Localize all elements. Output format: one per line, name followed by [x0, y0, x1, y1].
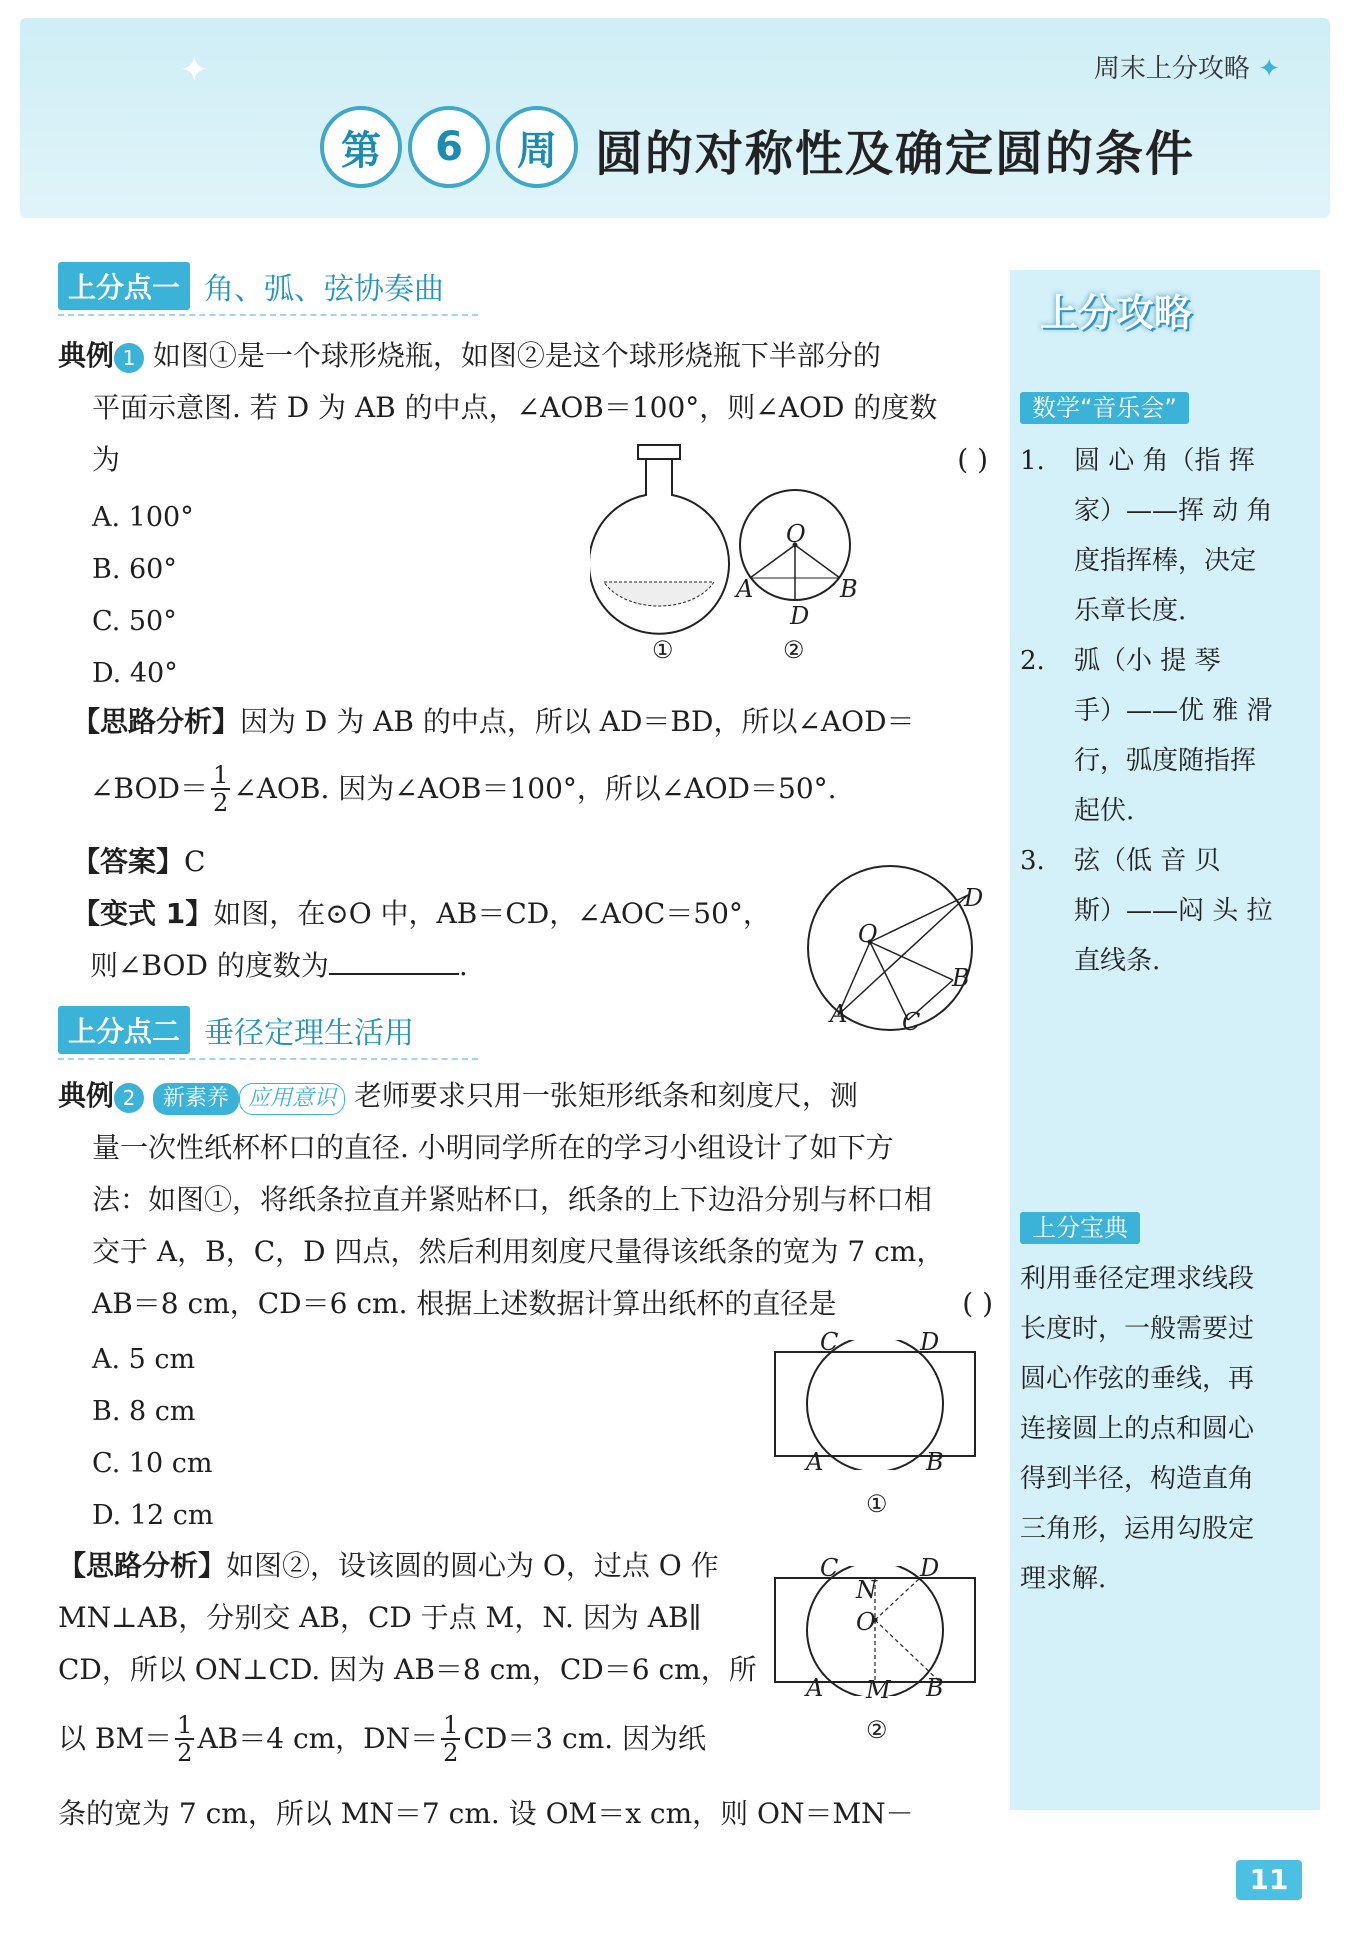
- example-number: 1: [114, 343, 144, 373]
- sidebar-subheading: [1020, 1208, 1140, 1243]
- example-text: 平面示意图. 若 D 为 AB 的中点，∠AOB＝100°，则∠AOD 的度数: [92, 391, 938, 424]
- week-badge: [320, 108, 578, 186]
- sidebar-pill: 数学“音乐会”: [1020, 392, 1189, 424]
- variant-circle-figure: [790, 850, 990, 1040]
- analysis-label: 【思路分析】: [58, 1549, 227, 1582]
- analysis-2-line4: [58, 1712, 778, 1766]
- analysis-text: 如图②，设该圆的圆心为 O，过点 O 作: [226, 1549, 719, 1582]
- variant-text: 如图，在⊙O 中，AB＝CD，∠AOC＝50°，: [213, 897, 771, 930]
- point-label: C: [902, 1008, 921, 1036]
- analysis-label: 【思路分析】: [72, 705, 241, 738]
- answer-label: 【答案】: [72, 845, 185, 878]
- sidebar-item: 2. 弧（小 提 琴 手）——优 雅 滑 行，弧度随指挥 起伏.: [1020, 646, 1273, 826]
- options-2: [92, 1334, 214, 1542]
- example-text: 如图①是一个球形烧瓶，如图②是这个球形烧瓶下半部分的: [152, 339, 881, 372]
- example-number: 2: [114, 1083, 144, 1113]
- example-text: 老师要求只用一张矩形纸条和刻度尺，测: [353, 1079, 858, 1112]
- analysis-text: CD＝3 cm. 因为纸: [463, 1722, 707, 1755]
- flask-figure: [590, 440, 870, 670]
- variant-1: [72, 888, 792, 992]
- figure-label: ②: [866, 1716, 888, 1744]
- options-1: [92, 492, 194, 700]
- example-text: 法：如图①，将纸条拉直并紧贴杯口，纸条的上下边沿分别与杯口相: [92, 1183, 933, 1216]
- fraction-half: $\frac{1}{2}$: [443, 1711, 459, 1767]
- fraction-half: $\frac{1}{2}$: [177, 1711, 193, 1767]
- analysis-text: MN⊥AB，分别交 AB，CD 于点 M，N. 因为 AB∥: [58, 1601, 702, 1634]
- page-number: 11: [1236, 1860, 1302, 1900]
- option-b[interactable]: B. 60°: [92, 554, 177, 585]
- example-label: 典例: [58, 1079, 115, 1112]
- answer-paren: ( ): [962, 1287, 993, 1320]
- week-number: 6: [408, 106, 490, 188]
- example-text: 交于 A，B，C，D 四点，然后利用刻度尺量得该纸条的宽为 7 cm，: [92, 1235, 945, 1268]
- point-label: M: [866, 1676, 891, 1704]
- variant-text: 则∠BOD 的度数为: [90, 949, 329, 982]
- analysis-text: 条的宽为 7 cm，所以 MN＝7 cm. 设 OM＝x cm，则 ON＝MN－: [58, 1797, 914, 1830]
- figure-label: ①: [652, 636, 674, 664]
- point-label: D: [920, 1328, 940, 1356]
- variant-label: 【变式 1】: [72, 897, 214, 930]
- sidebar-item: 1. 圆 心 角（指 挥 家）——挥 动 角 度指挥棒，决定 乐章长度.: [1020, 446, 1273, 626]
- section-tag: 上分点二: [58, 1006, 190, 1054]
- point-label: B: [952, 964, 970, 992]
- sparkle-icon: ✦: [180, 50, 209, 90]
- point-label: A: [830, 1000, 848, 1028]
- point-label: A: [736, 575, 754, 603]
- sidebar-item: 3. 弦（低 音 贝 斯）——闷 头 拉 直线条.: [1020, 846, 1273, 976]
- point-label: B: [840, 575, 858, 603]
- analysis-2: [58, 1540, 758, 1696]
- analysis-1: [72, 696, 992, 748]
- analysis-1-line2: [90, 762, 990, 816]
- point-label: A: [806, 1674, 824, 1702]
- example-text: 为: [92, 443, 121, 476]
- figure-label: ①: [866, 1490, 888, 1518]
- analysis-text: 因为 D 为 AB 的中点，所以 AD＝BD，所以∠AOD＝: [240, 705, 915, 738]
- answer-value: C: [184, 845, 206, 878]
- section-heading-1: [58, 262, 478, 316]
- analysis-text: ∠BOD＝: [90, 772, 208, 805]
- fraction-half: $\frac{1}{2}$: [212, 761, 229, 817]
- section-title: 角、弧、弦协奏曲: [204, 272, 445, 307]
- point-label: C: [820, 1554, 839, 1582]
- analysis-text: AB＝4 cm，DN＝: [197, 1722, 439, 1755]
- point-label: O: [786, 520, 806, 548]
- example-text: 量一次性纸杯杯口的直径. 小明同学所在的学习小组设计了如下方: [92, 1131, 894, 1164]
- point-label: O: [858, 920, 878, 948]
- variant-text: .: [458, 949, 468, 982]
- point-label: D: [790, 602, 810, 630]
- page-title: 圆的对称性及确定圆的条件: [595, 126, 1196, 182]
- option-b[interactable]: B. 8 cm: [92, 1396, 196, 1427]
- sidebar-subheading: [1020, 388, 1189, 423]
- point-label: C: [820, 1328, 839, 1356]
- option-c[interactable]: C. 50°: [92, 606, 177, 637]
- example-text: AB＝8 cm，CD＝6 cm. 根据上述数据计算出纸杯的直径是: [92, 1287, 837, 1320]
- figure-label: ②: [783, 636, 805, 664]
- point-label: B: [926, 1448, 944, 1476]
- option-c[interactable]: C. 10 cm: [92, 1448, 213, 1479]
- example-2: [58, 1070, 993, 1330]
- sidebar-pill: 上分宝典: [1020, 1212, 1140, 1244]
- option-d[interactable]: D. 40°: [92, 658, 178, 689]
- option-a[interactable]: A. 100°: [92, 502, 194, 533]
- week-suffix: 周: [496, 106, 578, 188]
- option-a[interactable]: A. 5 cm: [92, 1344, 196, 1375]
- point-label: B: [926, 1674, 944, 1702]
- header-tag: 周末上分攻略 ✦: [1093, 54, 1280, 84]
- section-tag: 上分点一: [58, 262, 190, 310]
- example-label: 典例: [58, 339, 115, 372]
- answer-1: [72, 836, 205, 888]
- point-label: A: [806, 1448, 824, 1476]
- literacy-tag: 新素养: [153, 1083, 239, 1115]
- analysis-text: ∠AOB. 因为∠AOB＝100°，所以∠AOD＝50°.: [233, 772, 837, 805]
- point-label: D: [920, 1554, 940, 1582]
- analysis-text: CD，所以 ON⊥CD. 因为 AB＝8 cm，CD＝6 cm，所: [58, 1653, 757, 1686]
- section-heading-2: [58, 1006, 478, 1060]
- sidebar-list: [1020, 436, 1310, 986]
- cup-figure-1: [770, 1340, 980, 1470]
- point-label: O: [856, 1608, 876, 1636]
- sidebar-tips: 利用垂径定理求线段 长度时，一般需要过 圆心作弦的垂线，再 连接圆上的点和圆心 得到半径，构造直角 三角形，运用勾股定 理求解.: [1020, 1264, 1255, 1594]
- analysis-text: 以 BM＝: [58, 1722, 173, 1755]
- section-title: 垂径定理生活用: [204, 1016, 415, 1051]
- option-d[interactable]: D. 12 cm: [92, 1500, 214, 1531]
- answer-paren: ( ): [957, 443, 988, 476]
- point-label: D: [964, 884, 984, 912]
- sidebar-title: 上分攻略: [1040, 291, 1193, 335]
- answer-blank[interactable]: [329, 973, 459, 975]
- application-tag: 应用意识: [239, 1083, 345, 1115]
- point-label: N: [856, 1576, 877, 1604]
- week-prefix: 第: [320, 106, 402, 188]
